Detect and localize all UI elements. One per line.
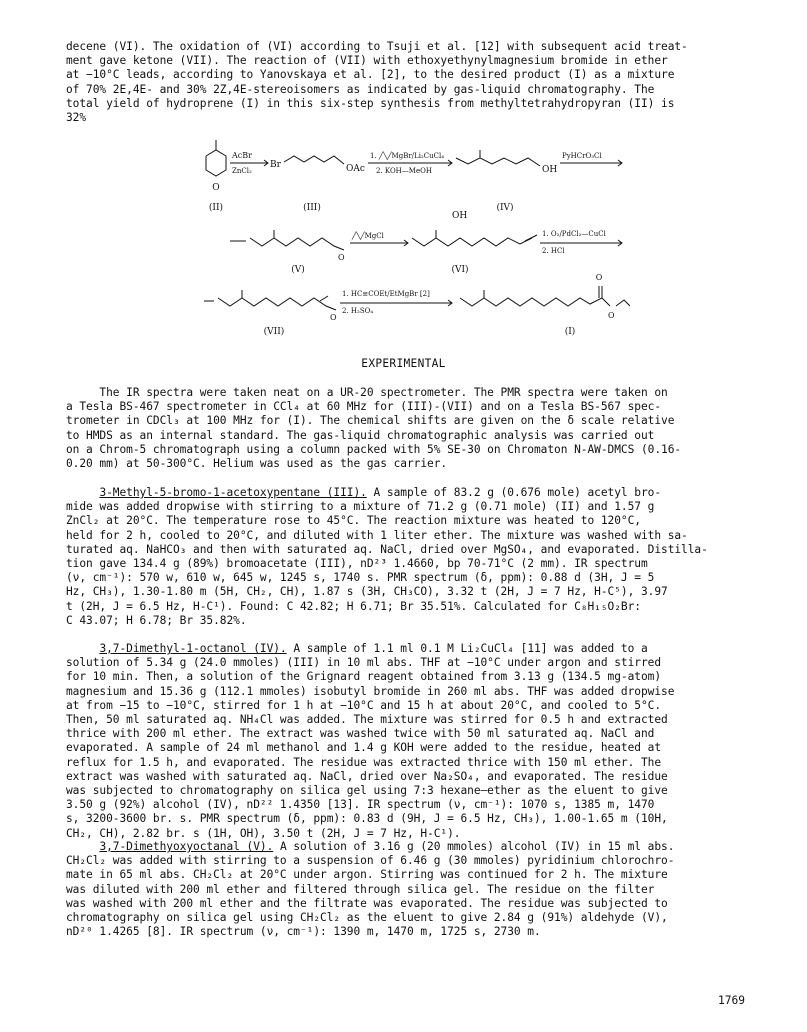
reagent-ethoxyethynyl: 1. HC≡COEt/EtMgBr [2] — [342, 290, 430, 298]
reagent-koh-meoh: 2. KOH—MeOH — [376, 167, 432, 175]
compound-v-paragraph — [66, 840, 756, 939]
bromo-label: Br — [270, 160, 281, 170]
compound-v-body: CH₂Cl₂ was added with stirring to a suspension of 6.46 g (30 mmoles) pyridinium chlorochro- mate in 65 ml abs. CH₂Cl₂ at 20°C under argon. Stirring was continued for 2 h. The mixture was diluted with 200 ml ether and filtered through silica gel. The residue on the filter was washed with 200 ml ether and the filtrate was evaporated. The residue was subjected to chromatography on silica gel using CH₂Cl₂ as the eluent to give 2.84 g (91%) aldehyde (V), nD²⁰ 1.4265 [8]. IR spectrum (ν, cm⁻¹): 1390 m, 1470 m, 1725 s, 2730 m. — [66, 854, 675, 939]
reagent-hcl: 2. HCl — [542, 247, 565, 255]
reagent-grignard-cuprate: 1. ╱╲╱MgBr/Li₂CuCl₄ — [370, 152, 445, 160]
compound-iii-paragraph — [66, 486, 756, 628]
label-ii: (II) — [208, 203, 224, 213]
oh-label-vi: OH — [452, 211, 468, 221]
methods-paragraph: The IR spectra were taken neat on a UR-20 spectrometer. The PMR spectra were taken on a Tesla BS-467 spectrometer in CCl₄ at 60 MHz for (III)-(VII) and on a Tesla BS-567 spec- trometer in CDCl₃ at 100 MHz for (I). The chemical shifts are given on the δ scale relative to HMDS as an internal standard. The gas-liquid chromatographic analysis was carried out on a Chrom-5 chromatograph using a column packed with 5% SE-30 on Chromaton N-AW-DMCS (0.16- 0.20 mm) at 50-300°C. Helium was used as the gas carrier. — [66, 386, 682, 471]
section-heading: EXPERIMENTAL — [361, 357, 446, 370]
aldehyde-chain — [250, 230, 344, 250]
alcohol-chain — [456, 150, 540, 166]
hydroprene-chain — [460, 286, 602, 306]
compound-iv-paragraph — [66, 642, 756, 841]
ketone-o: O — [330, 313, 337, 322]
page-number: 1769 — [718, 994, 745, 1007]
compound-iv-title: 3,7-Dimethyl-1-octanol (IV). — [99, 642, 287, 655]
label-vii: (VII) — [263, 327, 285, 337]
label-vi: (VI) — [451, 265, 469, 275]
compound-iv-body: solution of 5.34 g (24.0 mmoles) (III) in 10 ml abs. THF at −10°C under argon and stirred for 10 min. Then, a solution of the Grignard reagent obtained from 3.13 g (134.5 mg-atom) magnesium and 15.36 g (112.1 mmoles) isobutyl bromide in 260 ml abs. THF was added dropwise at from −15 to −10°C, stirred for 1 h at −10°C and 15 h at about 20°C, and cooled to 5°C. Then, 50 ml saturated aq. NH₄Cl was added. The mixture was stirred for 0.5 h and extracted thrice with 200 ml ether. The extract was washed twice with 50 ml saturated aq. NaCl and evaporated. A sample of 24 ml methanol and 1.4 g KOH were added to the residue, heated at reflux for 1.5 h, and evaporated. The residue was extracted thrice with 150 ml ether. The extract was washed with saturated aq. NaCl, dried over Na₂SO₄, and evaporated. The residue was subjected to chromatography on silica gel using 7:3 hexane—ether as the eluent to give 3.50 g (92%) alcohol (IV), nD²² 1.4350 [13]. IR spectrum (ν, cm⁻¹): 1070 s, 1385 m, 1470 s, 3200-3600 br. s. PMR spectrum (δ, ppm): 0.83 d (9H, J = 6.5 Hz, CH₃), 1.00-1.65 m (10H, CH₂, CH), 2.82 br. s (1H, OH), 3.50 t (2H, J = 7 Hz, H-C¹). — [66, 656, 675, 840]
label-v: (V) — [291, 265, 305, 275]
label-iv: (IV) — [496, 203, 514, 213]
reagent-pcc: PyHCrO₃Cl — [562, 152, 602, 160]
compound-iii-first-line: A sample of 83.2 g (0.676 mole) acetyl bro- — [366, 486, 662, 499]
compound-iii-title: 3-Methyl-5-bromo-1-acetoxypentane (III). — [99, 486, 367, 499]
reaction-scheme — [190, 138, 630, 338]
ester-carbonyl-o: O — [595, 273, 603, 282]
label-i: (I) — [564, 327, 576, 337]
compound-v-first-line: A solution of 3.16 g (20 mmoles) alcohol (IV) in 15 ml abs. — [273, 840, 675, 853]
methyltetrahydropyran-structure — [206, 140, 226, 176]
reagent-wacker: 1. O₂/PdCl₂—CuCl — [542, 230, 606, 238]
label-iii: (III) — [303, 203, 321, 213]
ring-oxygen-label: O — [212, 183, 220, 193]
bromoacetate-chain — [284, 156, 344, 164]
ester-ether-o: O — [608, 311, 615, 320]
ketone-chain — [218, 290, 336, 310]
tertiary-alcohol-chain — [412, 230, 532, 246]
reagent-h2so4: 2. H₂SO₄ — [342, 307, 374, 315]
oh-label-iv: OH — [542, 165, 558, 175]
compound-iv-first-line: A sample of 1.1 ml 0.1 M Li₂CuCl₄ [11] was added to a — [286, 642, 648, 655]
reagent-zncl2: ZnCl₂ — [232, 167, 252, 175]
reagent-mgcl: ╱╲╱MgCl — [352, 232, 384, 240]
intro-paragraph: decene (VI). The oxidation of (VI) according to Tsuji et al. [12] with subsequent acid treat- ment gave ketone (VII). The reaction of (VII) with ethoxyethynylmagnesium bromide in ether at −10°C leads, according to Yanovskaya et al. [2], to the desired product (I) as a mixture of 70% 2E,4E- and 30% 2Z,4E-stereoisomers as indicated by gas-liquid chromatography. The total yield of hydroprene (I) in this six-step synthesis from methyltetrahydropyran (II) is 32% — [66, 40, 688, 125]
compound-iii-body: mide was added dropwise with stirring to a mixture of 71.2 g (0.71 mole) (II) and 1.57 g ZnCl₂ at 20°C. The temperature rose to 45°C. The reaction mixture was heated to 120°C, held for 2 h, cooled to 20°C, and diluted with 1 liter ether. The mixture was washed with sa- turated aq. NaHCO₃ and then with saturated aq. NaCl, dried over MgSO₄, and evaporated. Distilla- tion gave 134.4 g (89%) bromoacetate (III), nD²³ 1.4660, bp 70-71°C (2 mm). IR spectrum (ν, cm⁻¹): 570 w, 610 w, 645 w, 1245 s, 1740 s. PMR spectrum (δ, ppm): 0.88 d (3H, J = 5 Hz, CH₃), 1.30-1.80 m (5H, CH₂, CH), 1.87 s (3H, CH₃CO), 3.32 t (2H, J = 7 Hz, H-C⁵), 3.97 t (2H, J = 6.5 Hz, H-C¹). Found: C 42.82; H 6.71; Br 35.51%. Calculated for C₈H₁₅O₂Br: C 43.07; H 6.78; Br 35.82%. — [66, 500, 708, 627]
compound-v-title: 3,7-Dimethyoxyoctanal (V). — [99, 840, 274, 853]
reagent-acbr: AcBr — [232, 151, 252, 160]
aldehyde-o: O — [338, 253, 345, 262]
oac-label: OAc — [346, 164, 365, 174]
